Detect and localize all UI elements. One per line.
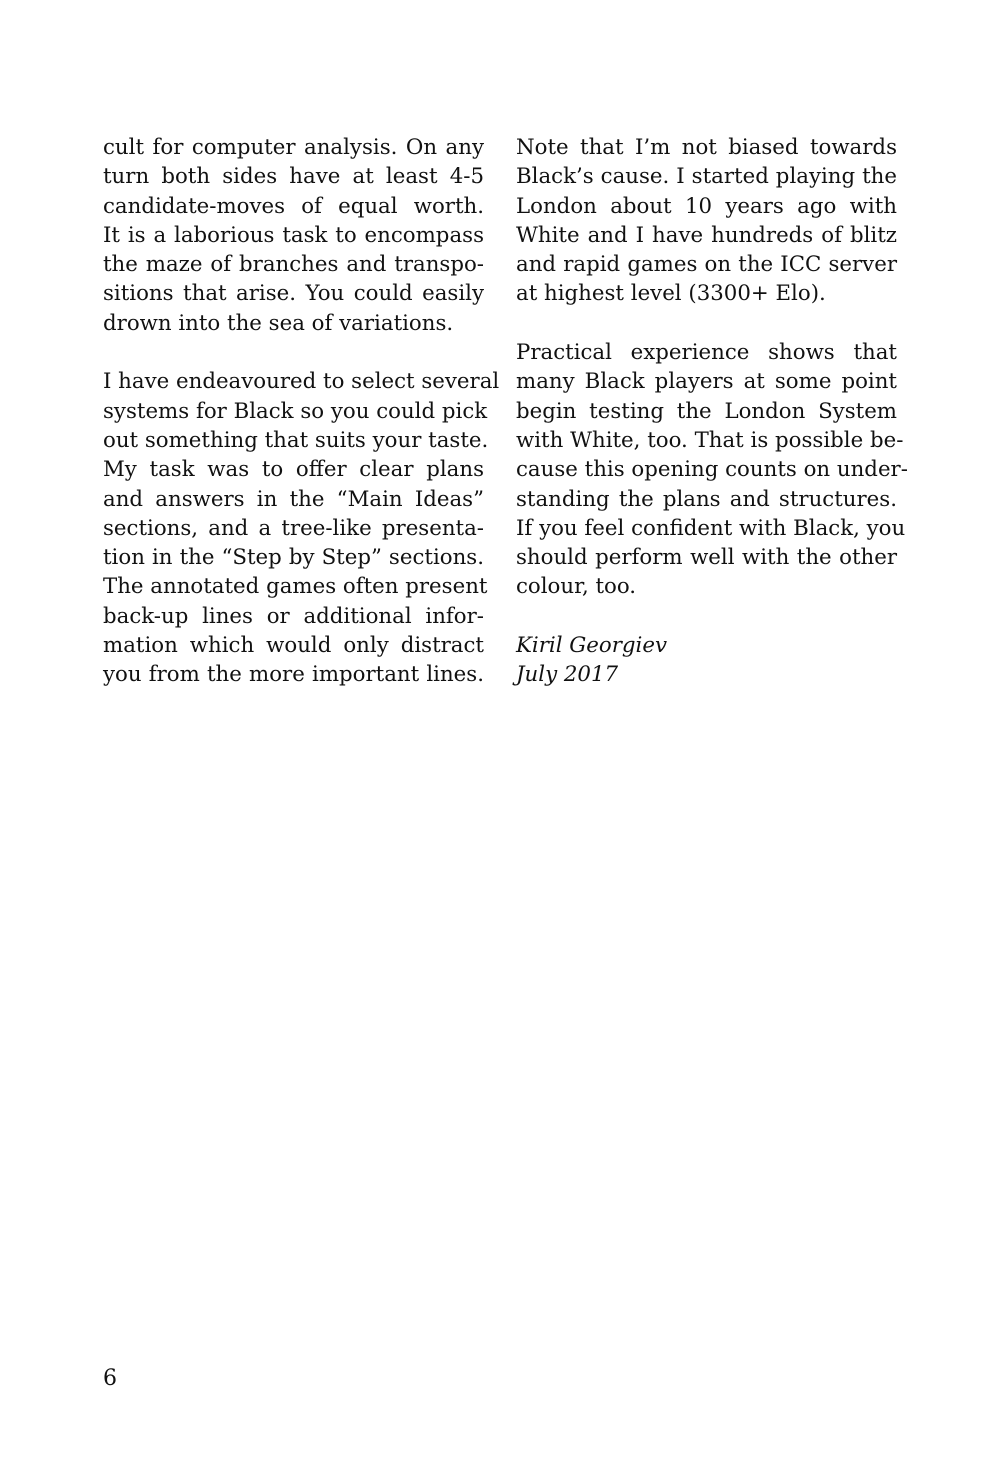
text-line: cause this opening counts on under- [516, 457, 908, 483]
text-line: Practical experience shows that [516, 340, 897, 366]
text-line: sitions that arise. You could easily [103, 281, 484, 307]
text-line: Note that I’m not biased towards [516, 135, 897, 160]
page-number: 6 [103, 1366, 117, 1391]
text-line: tion in the “Step by Step” sections. [103, 545, 484, 571]
paragraph-gap [103, 338, 484, 367]
text-line: The annotated games often present [103, 574, 488, 600]
text-line: and rapid games on the ICC server [516, 252, 897, 278]
text-line: back-up lines or additional infor- [103, 603, 484, 629]
text-line: London about 10 years ago with [516, 193, 897, 219]
text-line: you from the more important lines. [103, 662, 484, 688]
paragraph-computer-analysis [103, 133, 484, 338]
text-line: at highest level (3300+ Elo). [516, 281, 826, 307]
right-column [516, 133, 908, 690]
signature-block [516, 631, 897, 690]
text-line: should perform well with the other [516, 545, 897, 571]
text-line: turn both sides have at least 4-5 [103, 164, 484, 190]
text-line: mation which would only distract [103, 633, 484, 659]
text-line: out something that suits your taste. [103, 427, 489, 453]
text-line: the maze of branches and transpo- [103, 252, 484, 278]
paragraph-gap [516, 309, 897, 338]
paragraph-not-biased [516, 133, 897, 309]
text-line: cult for computer analysis. On any [103, 135, 484, 160]
text-line: sections, and a tree-like presenta- [103, 515, 484, 541]
paragraph-systems-for-black [103, 367, 500, 689]
text-line: candidate-moves of equal worth. [103, 193, 484, 219]
text-line: standing the plans and structures. [516, 486, 897, 512]
text-line: colour, too. [516, 574, 637, 600]
author-signature: Kiril Georgiev [516, 633, 667, 659]
text-line: If you feel confident with Black, you [516, 515, 906, 541]
paragraph-gap [516, 602, 897, 631]
text-line: I have endeavoured to select several [103, 369, 500, 395]
text-line: drown into the sea of variations. [103, 310, 454, 336]
text-line: Black’s cause. I started playing the [516, 164, 897, 190]
text-line: and answers in the “Main Ideas” [103, 486, 484, 512]
text-line: It is a laborious task to encompass [103, 222, 484, 248]
text-line: systems for Black so you could pick [103, 398, 488, 424]
left-column [103, 133, 500, 690]
text-line: My task was to offer clear plans [103, 457, 484, 483]
signature-date: July 2017 [516, 662, 619, 688]
paragraph-practical-experience [516, 338, 908, 602]
text-line: White and I have hundreds of blitz [516, 222, 897, 248]
text-line: begin testing the London System [516, 398, 897, 424]
text-line: many Black players at some point [516, 369, 897, 395]
text-line: with White, too. That is possible be- [516, 427, 904, 453]
